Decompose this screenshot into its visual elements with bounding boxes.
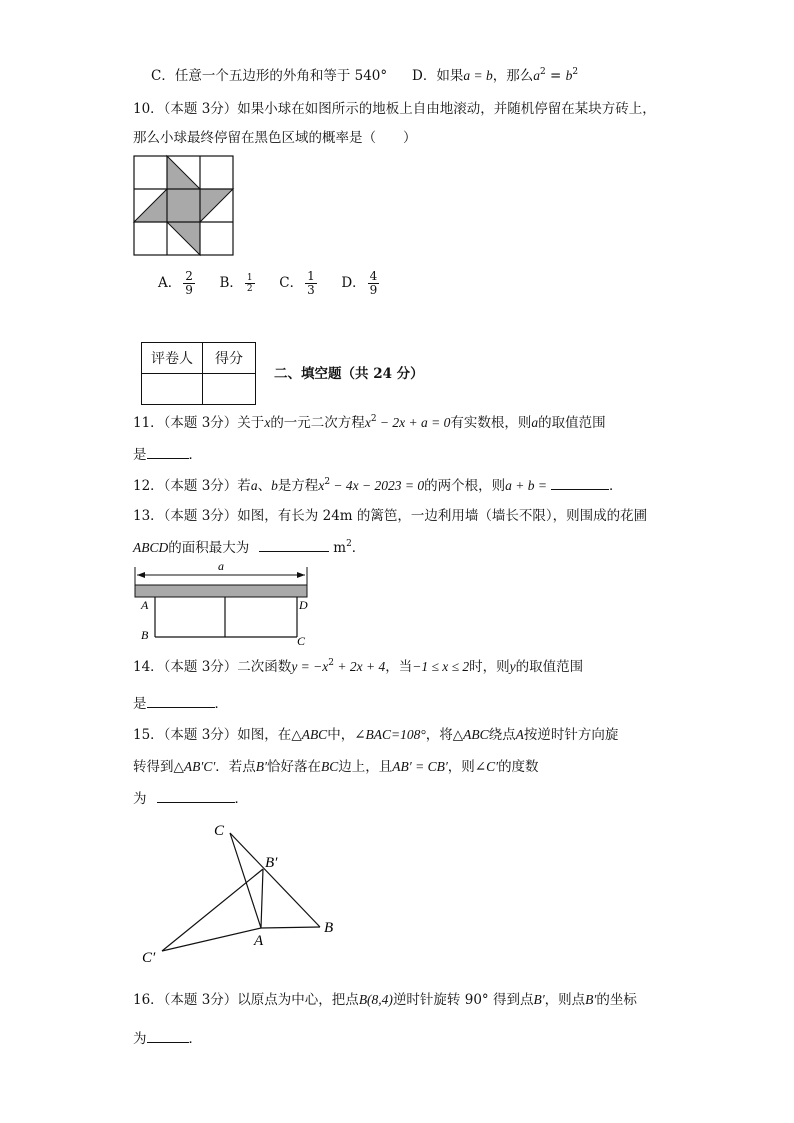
q12-line: 12．（本题 3分）若a、b是方程$x^2 - 4x - 2023 = 0$的两个根，则a + b = ． [133,477,623,494]
q15-line3: 为 ． [133,788,248,809]
q14-line1: 14．（本题 3分）二次函数$y = -x^2 + 2x + 4$，当−1 ≤ x ≤ 2时，则y的取值范围 [133,658,584,675]
q13-label-C: C [297,634,306,648]
q13-answer-blank[interactable] [259,537,329,552]
q13-label-a: a [218,559,224,573]
score-box [141,342,256,405]
q16-line1: 16．（本题 3分）以原点为中心，把点B(8,4)逆时针旋转 90° 得到点B′，则点B′的坐标 [133,992,637,1008]
q9-option-d-result-a: a [533,68,540,83]
q15-line1: 15．（本题 3分）如图，在△ABC中，∠BAC=108°，将△ABC绕点A按逆时针方向旋 [133,727,619,743]
q13-label-D: D [299,598,308,612]
q10-shaded-region [134,156,233,255]
section2-title: 二、填空题（共 24 分） [274,366,424,382]
q13-label-B: B [141,628,149,642]
q10-options [158,268,381,298]
q13-line2: ABCD的面积最大为 $m^2$． [133,539,366,556]
q15-answer-blank[interactable] [157,788,235,803]
q10-option-d: D． $\frac{4}{9}$ [341,269,378,297]
q14-answer-blank[interactable] [147,693,215,708]
q16-answer-blank[interactable] [147,1028,189,1043]
q11-line1: 11．（本题 3分）关于x的一元二次方程$x^2 - 2x + a = 0$有实数根，则a的取值范围 [133,414,606,431]
q13-label-A: A [141,598,149,612]
q11-line2: 是 ． [133,444,202,465]
q9-option-c: C．任意一个五边形的外角和等于 540° [151,68,388,84]
q12-answer-blank[interactable] [551,475,609,490]
q15-label-Bp: B′ [265,855,278,871]
q16-line2: 为 ． [133,1028,202,1049]
q13-fence-figure [133,557,313,647]
q15-line2: 转得到△AB′C′．若点B′恰好落在BC边上，且AB′ = CB′，则∠C′的度数 [133,759,539,775]
q10-line2: 那么小球最终停留在黑色区域的概率是（ ） [133,130,417,146]
q9-option-d: D．如果a = b，那么$a^2 = b^2$ [412,67,579,84]
q9-option-d-mid: ，那么 [492,68,534,84]
q10-line1: 10．（本题 3分）如果小球在如图所示的地板上自由地滚动，并随机停留在某块方砖上， [133,101,656,117]
q15-label-C: C [214,823,225,839]
q9-option-d-prefix: D．如果 [412,68,464,84]
score-box-reviewer-cell [142,374,203,405]
score-box-reviewer: 评卷人 [142,343,203,374]
q13-wall [135,585,307,597]
q10-option-b: B． $\frac{1}{2}$ [219,273,253,294]
q15-rotation-figure [138,818,348,968]
q15-label-A: A [254,933,264,949]
q9-option-d-result-b: b [565,68,573,83]
q13-line1: 13．（本题 3分）如图，有长为 24m 的篱笆，一边利用墙（墙长不限），则围成的花圃 [133,508,648,524]
q13-fence [155,597,297,637]
q10-option-c: C． $\frac{1}{3}$ [279,269,315,297]
q14-line2: 是 ． [133,693,228,714]
q9-option-d-eq: = [545,68,566,84]
q15-label-Cp: C′ [142,950,156,966]
q10-tile-figure [134,156,236,256]
q15-label-B: B [324,920,334,936]
q10-option-a: A． $\frac{2}{9}$ [158,269,193,297]
q11-answer-blank[interactable] [147,444,189,459]
q9-option-d-cond: a = b [463,68,493,83]
q15-triangles [162,833,320,951]
score-box-score-cell [203,374,256,405]
score-box-score: 得分 [203,343,256,374]
